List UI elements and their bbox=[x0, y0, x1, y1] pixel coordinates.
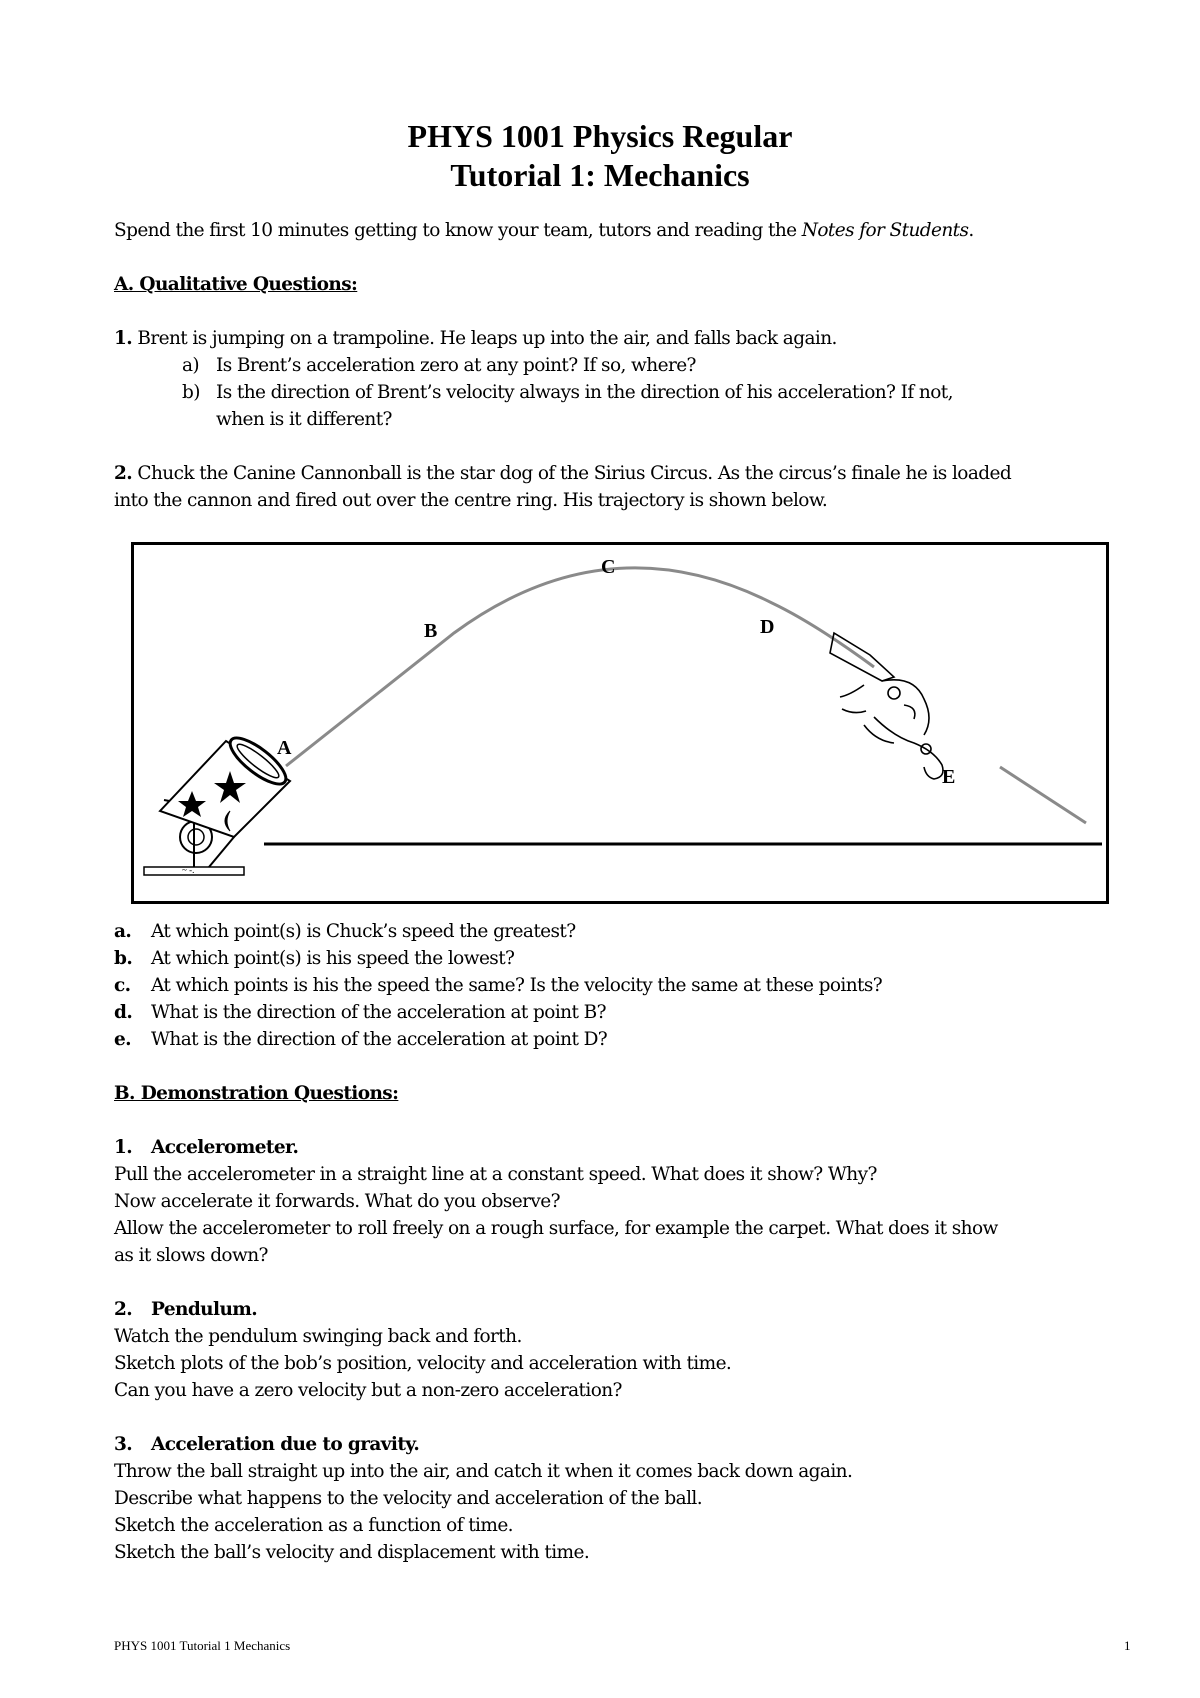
demo-1-title: Accelerometer. bbox=[151, 1137, 299, 1158]
demo-1-line4: as it slows down? bbox=[114, 1245, 268, 1266]
sub-question-b-label: b. bbox=[114, 948, 133, 969]
point-label-c: C bbox=[601, 556, 616, 578]
demo-2-line1: Watch the pendulum swinging back and forth. bbox=[114, 1326, 522, 1347]
question-1-text: Brent is jumping on a trampoline. He leaps up into the air, and falls back again. bbox=[137, 328, 837, 349]
demo-1-line2: Now accelerate it forwards. What do you observe? bbox=[114, 1191, 560, 1212]
demo-2-line2: Sketch plots of the bob’s position, velocity and acceleration with time. bbox=[114, 1353, 732, 1374]
question-2-line1 bbox=[114, 463, 1011, 484]
sub-question-a-label: a. bbox=[114, 921, 132, 942]
point-label-b: B bbox=[424, 620, 438, 642]
question-2-number: 2. bbox=[114, 463, 133, 484]
sub-question-e-text: What is the direction of the acceleration at point D? bbox=[151, 1029, 608, 1050]
intro-paragraph bbox=[114, 220, 974, 241]
demo-3-title: Acceleration due to gravity. bbox=[151, 1434, 420, 1455]
demo-3-line2: Describe what happens to the velocity and acceleration of the ball. bbox=[114, 1488, 702, 1509]
question-2-text: Chuck the Canine Cannonball is the star dog of the Sirius Circus. As the circus’s finale he is loaded bbox=[137, 463, 1012, 484]
question-1b-label: b) bbox=[182, 382, 200, 403]
demo-3-line1: Throw the ball straight up into the air, and catch it when it comes back down again. bbox=[114, 1461, 853, 1482]
question-1 bbox=[114, 328, 837, 349]
intro-period: . bbox=[968, 220, 974, 241]
document-title-line1: PHYS 1001 Physics Regular bbox=[407, 118, 793, 154]
sub-question-d-text: What is the direction of the acceleration at point B? bbox=[151, 1002, 606, 1023]
demo-3-line3: Sketch the acceleration as a function of time. bbox=[114, 1515, 513, 1536]
svg-text:~ -.: ~ -. bbox=[182, 865, 195, 875]
point-label-d: D bbox=[760, 616, 775, 638]
demo-2-number: 2. bbox=[114, 1299, 133, 1320]
trajectory-path bbox=[286, 568, 874, 766]
section-a-heading: A. Qualitative Questions: bbox=[114, 274, 358, 295]
sub-question-e-label: e. bbox=[114, 1029, 132, 1050]
sub-question-c-text: At which points is his the speed the same? Is the velocity the same at these points? bbox=[151, 975, 883, 996]
intro-notes-reference: Notes for Students bbox=[801, 220, 969, 241]
demo-1-number: 1. bbox=[114, 1137, 133, 1158]
intro-text: Spend the first 10 minutes getting to know your team, tutors and reading the bbox=[114, 220, 802, 241]
sub-question-b-text: At which point(s) is his speed the lowest? bbox=[151, 948, 515, 969]
section-b-heading: B. Demonstration Questions: bbox=[114, 1083, 399, 1104]
document-title-line2: Tutorial 1: Mechanics bbox=[450, 157, 750, 193]
sub-question-d-label: d. bbox=[114, 1002, 133, 1023]
sub-question-a-text: At which point(s) is Chuck’s speed the greatest? bbox=[151, 921, 576, 942]
question-1b-text-continued: when is it different? bbox=[216, 409, 392, 430]
question-1a-label: a) bbox=[182, 355, 200, 376]
demo-2-title: Pendulum. bbox=[151, 1299, 258, 1320]
demo-3-number: 3. bbox=[114, 1434, 133, 1455]
point-label-e: E bbox=[942, 766, 956, 788]
trajectory-diagram bbox=[134, 545, 1106, 901]
demo-3-line4: Sketch the ball’s velocity and displacement with time. bbox=[114, 1542, 590, 1563]
question-2-line2: into the cannon and fired out over the centre ring. His trajectory is shown below. bbox=[114, 490, 828, 511]
question-1b-text: Is the direction of Brent’s velocity always in the direction of his acceleration? If not, bbox=[216, 382, 953, 403]
sub-question-c-label: c. bbox=[114, 975, 131, 996]
demo-1-line1: Pull the accelerometer in a straight line at a constant speed. What does it show? Why? bbox=[114, 1164, 877, 1185]
question-1a-text: Is Brent’s acceleration zero at any point? If so, where? bbox=[216, 355, 696, 376]
point-label-a: A bbox=[277, 737, 292, 759]
trajectory-path-end bbox=[1000, 767, 1086, 823]
trajectory-figure bbox=[131, 542, 1109, 904]
cannon-illustration bbox=[144, 731, 292, 875]
demo-1-line3: Allow the accelerometer to roll freely on a rough surface, for example the carpet. What does it show bbox=[114, 1218, 998, 1239]
question-1-number: 1. bbox=[114, 328, 133, 349]
dog-illustration bbox=[830, 633, 943, 779]
footer-page-number: 1 bbox=[1124, 1638, 1131, 1653]
demo-2-line3: Can you have a zero velocity but a non-zero acceleration? bbox=[114, 1380, 622, 1401]
footer-title: PHYS 1001 Tutorial 1 Mechanics bbox=[114, 1638, 291, 1653]
